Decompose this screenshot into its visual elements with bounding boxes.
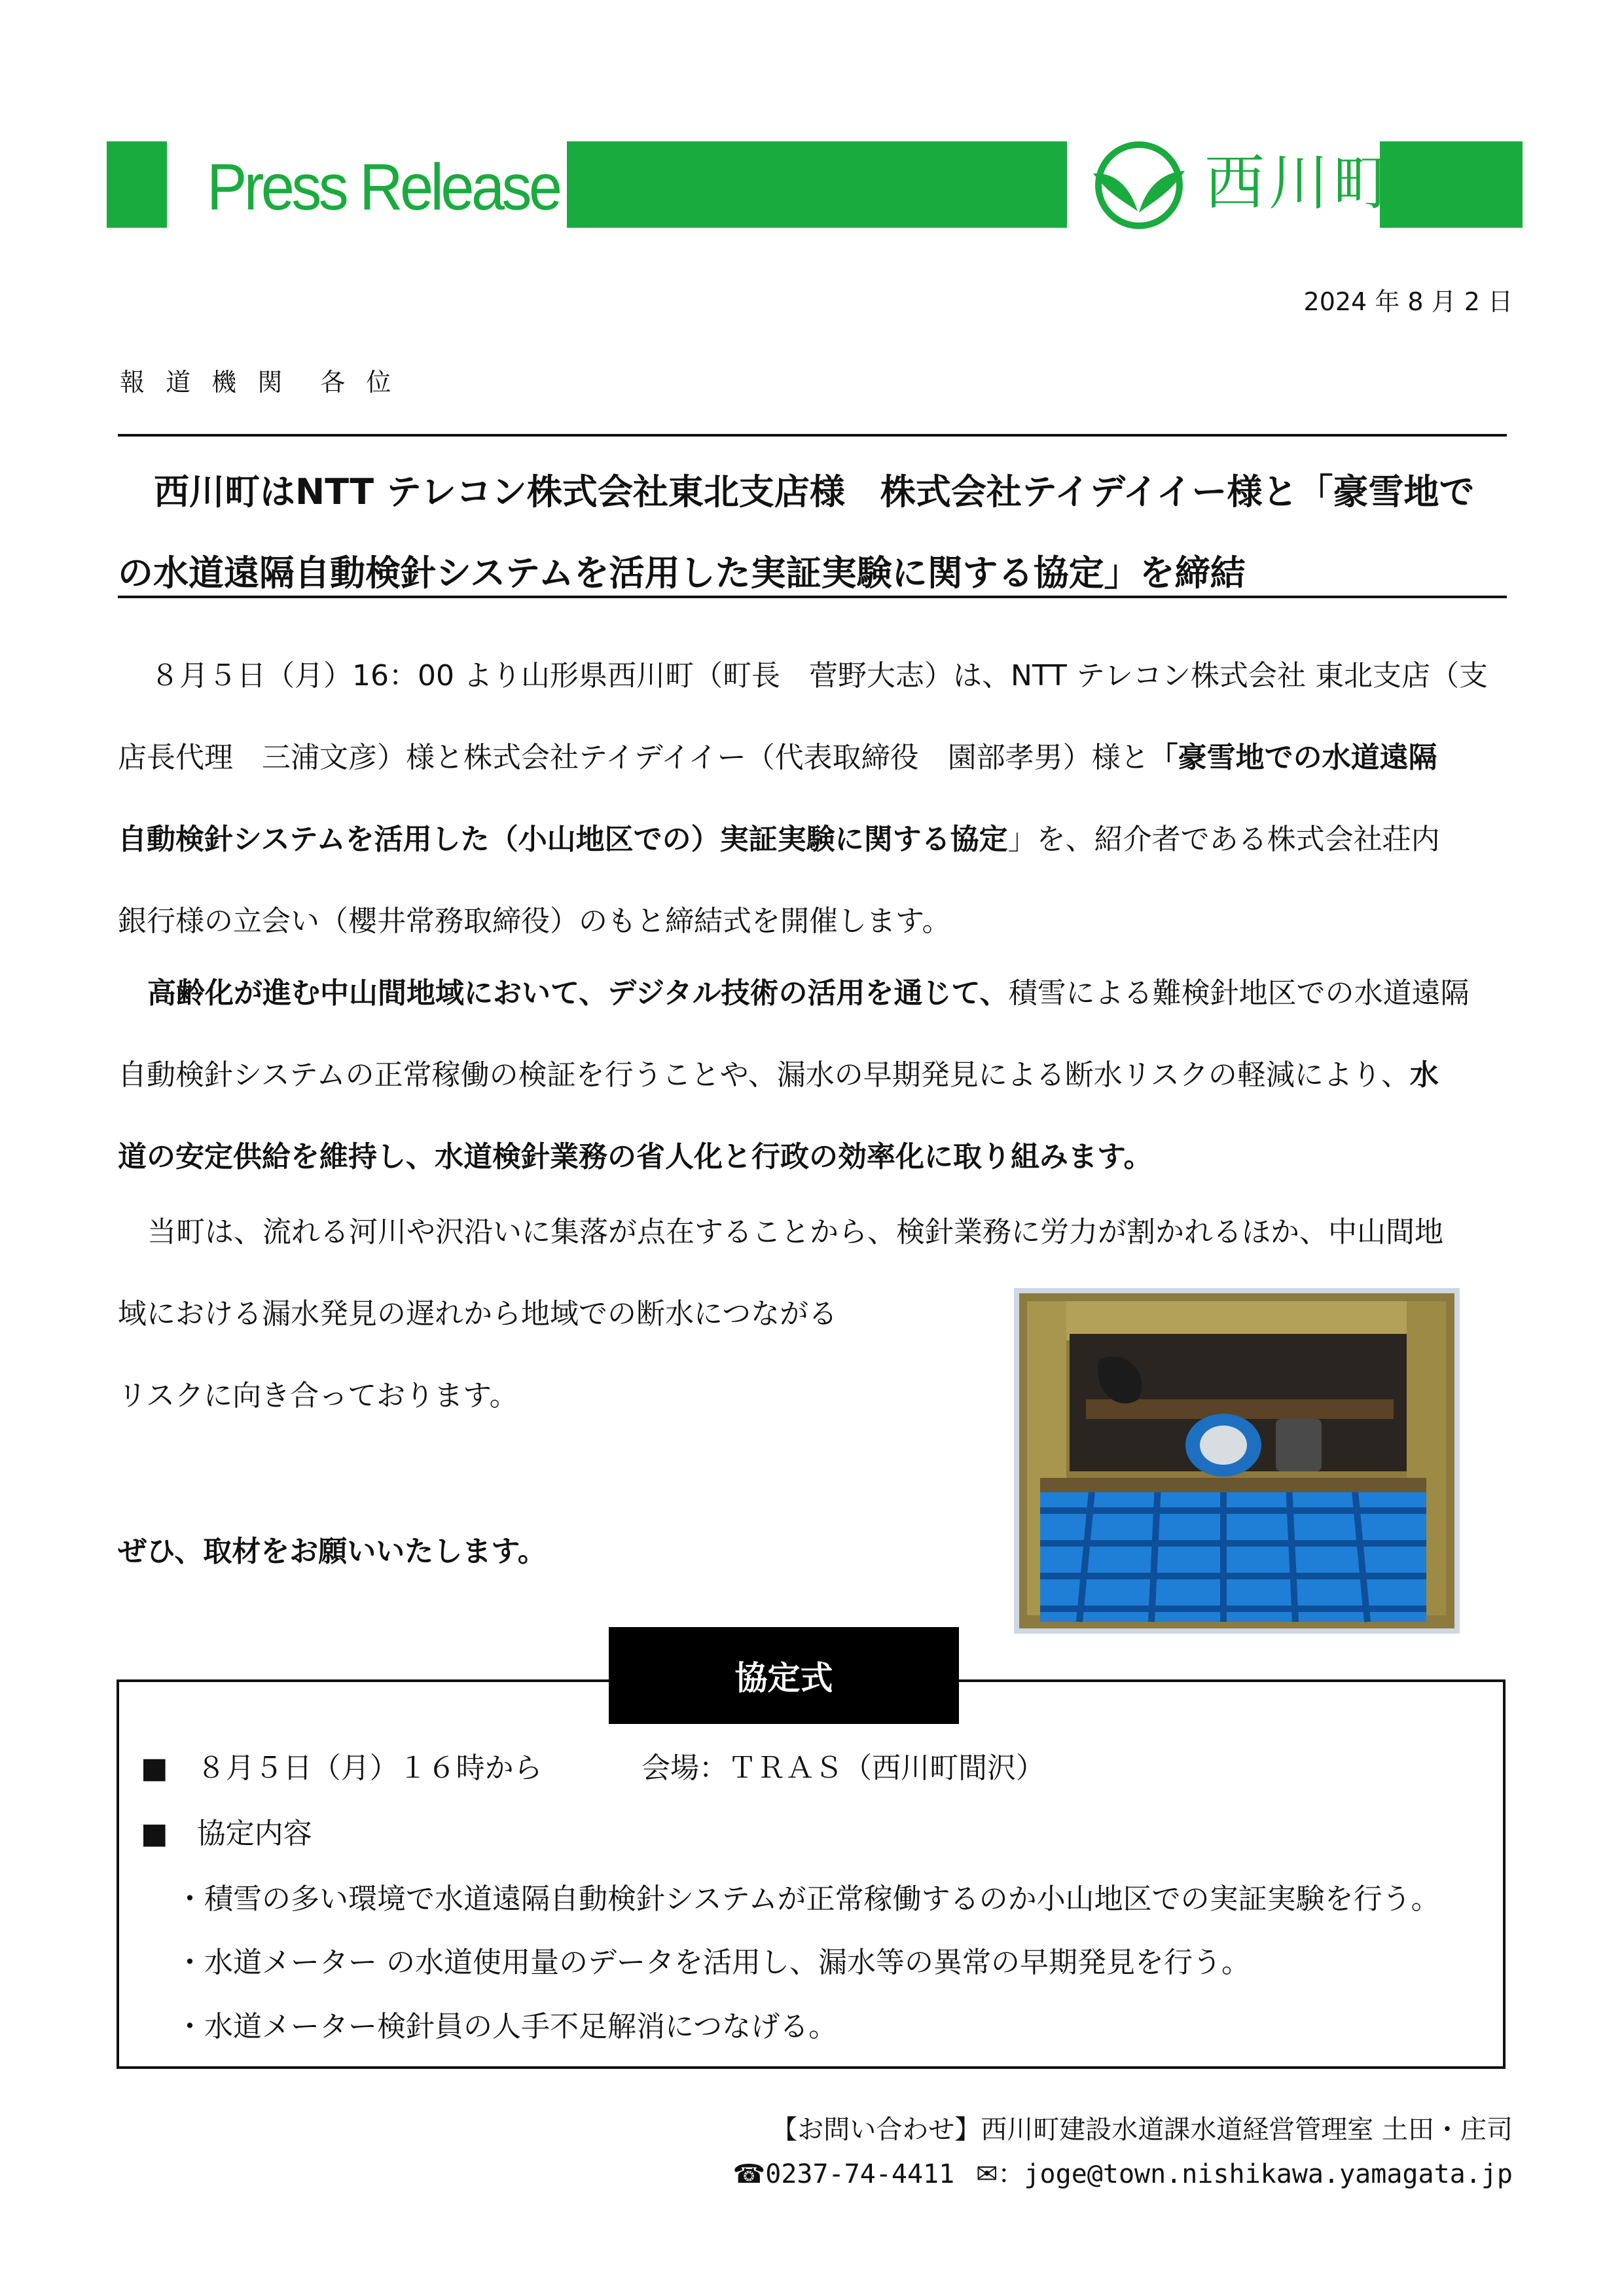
phone-number: 0237-74-4411 — [765, 2159, 955, 2189]
body-text: 当町は、流れる河川や沢沿いに集落が点在することから、検針業務に労力が割かれるほか、中山間地 — [147, 1215, 1443, 1249]
body-text: 自動検針システムの正常稼働の検証を行うことや、漏水の早期発見による断水リスクの軽減により、 — [118, 1058, 1410, 1092]
body-text: 積雪による難検針地区での水道遠隔 — [1008, 977, 1470, 1010]
agreement-item: ・水道メーター の水道使用量のデータを活用し、漏水等の異常の早期発見を行う。 — [175, 1946, 1250, 1979]
ceremony-venue: 会場：ＴＲＡＳ（西川町間沢） — [641, 1751, 1045, 1785]
addressee: 報 道 機 関 各 位 — [120, 368, 398, 397]
body-paragraph-2 — [118, 952, 1507, 1198]
body-paragraph-1 — [118, 635, 1507, 962]
phone-icon: ☎ — [732, 2159, 766, 2189]
water-meter-photo — [1014, 1288, 1460, 1634]
press-release-label: Press Release — [207, 151, 560, 224]
agreement-content-heading: ■ 協定内容 — [141, 1817, 312, 1850]
body-text: リスクに向き合っております。 — [118, 1379, 518, 1412]
agreement-item: ・水道メーター検針員の人手不足解消につなげる。 — [175, 2010, 838, 2043]
body-text: 」を、紹介者である株式会社荘内 — [1007, 823, 1440, 856]
body-text: ８月５日（月）16：00 より山形県西川町（町長 菅野大志）は、NTT テレコン株式会社 東北支店（支 — [151, 659, 1488, 692]
header-bar-left — [107, 141, 167, 228]
body-text: 域における漏水発見の遅れから地域での断水につながる — [118, 1297, 838, 1331]
town-logo-text: 西川町 — [1204, 148, 1398, 218]
title-line-1: 西川町はNTT テレコン株式会社東北支店様 株式会社テイデイイー様と「豪雪地で — [154, 471, 1475, 512]
body-text-bold: 自動検針システムを活用した（小山地区での）実証実験に関する協定 — [118, 823, 1008, 856]
title-rule-top — [118, 434, 1507, 437]
release-date: 2024 年 8 月 2 日 — [1303, 287, 1513, 316]
mail-icon: ✉ — [975, 2159, 998, 2189]
body-text: 店長代理 三浦文彦）様と株式会社テイデイイー（代表取締役 園部孝男）様と — [118, 741, 1149, 774]
email-address: ：joge@town.nishikawa.yamagata.jp — [998, 2159, 1513, 2189]
release-title — [118, 452, 1507, 614]
agreement-item: ・積雪の多い環境で水道遠隔自動検針システムが正常稼働するのか小山地区での実証実験を行う。 — [175, 1882, 1440, 1916]
ceremony-schedule: ■ ８月５日（月）１６時から — [141, 1751, 543, 1785]
body-text-bold: 高齢化が進む中山間地域において、デジタル技術の活用を通じて、 — [147, 977, 1009, 1010]
contact-heading: 【お問い合わせ】西川町建設水道課水道経営管理室 土田・庄司 — [771, 2115, 1513, 2145]
title-line-2: の水道遠隔自動検針システムを活用した実証実験に関する協定」を締結 — [118, 552, 1246, 594]
town-logo-icon — [1087, 139, 1191, 231]
body-text: 銀行様の立会い（櫻井常務取締役）のもと締結式を開催します。 — [118, 905, 951, 938]
contact-line — [732, 2153, 1513, 2191]
body-text-bold: 水 — [1409, 1058, 1439, 1092]
body-text-bold: 道の安定供給を維持し、水道検針業務の省人化と行政の効率化に取り組みます。 — [118, 1140, 1153, 1174]
closing-request: ぜひ、取材をお願いいたします。 — [118, 1535, 547, 1568]
body-text-bold: 「豪雪地での水道遠隔 — [1149, 741, 1437, 774]
ceremony-tag: 協定式 — [609, 1627, 959, 1724]
title-rule-bottom — [118, 596, 1507, 598]
